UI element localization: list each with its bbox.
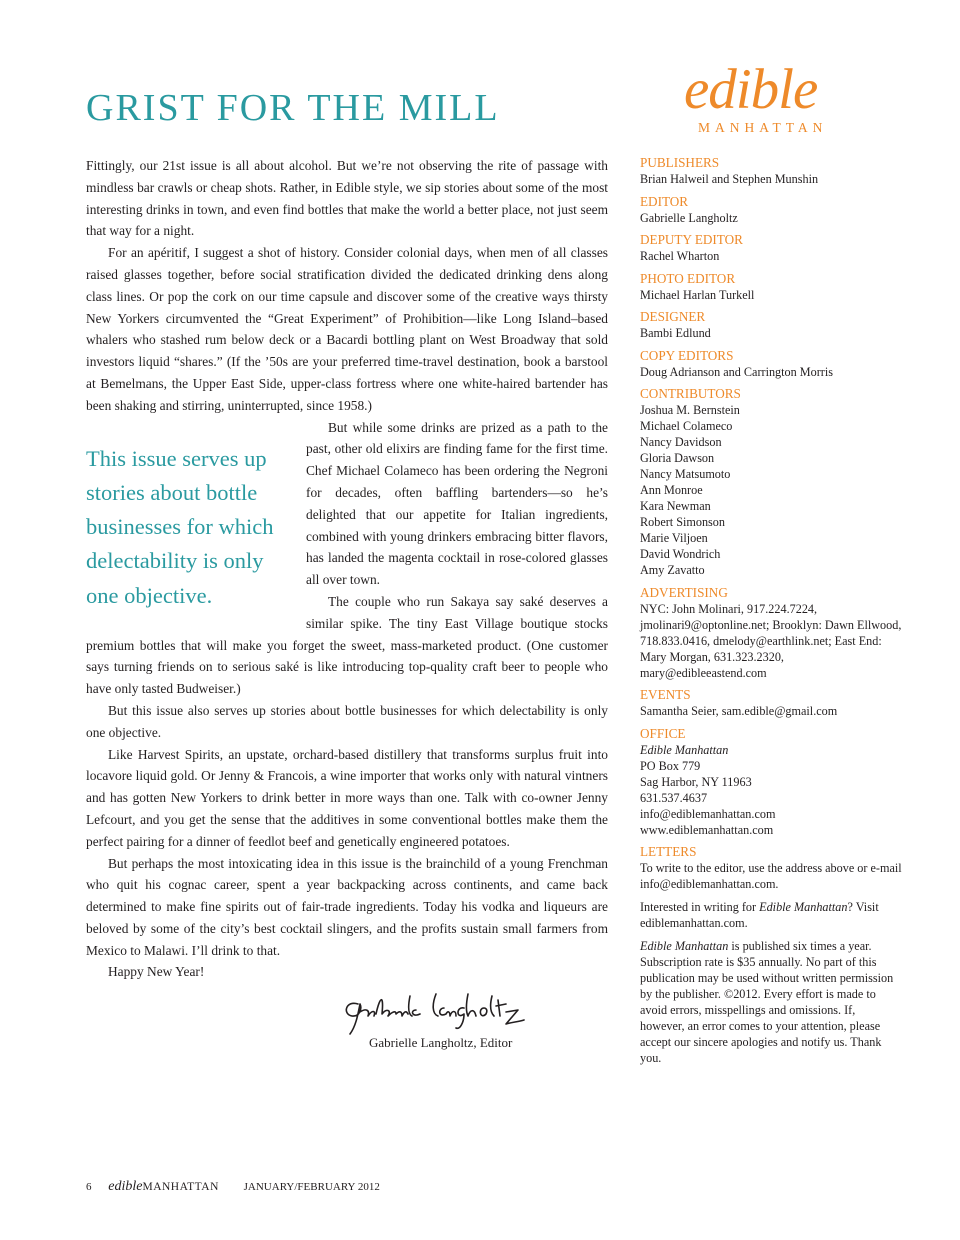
masthead-value-designer: Bambi Edlund bbox=[640, 326, 711, 340]
contributor-name: Nancy Matsumoto bbox=[640, 467, 731, 481]
body-paragraph-3: But while some drinks are prized as a path to the past, other old elixirs are finding fame for the first time. Chef Michael Colameco has been ordering the Negroni for decades, often baffling bartenders—so he’s delighted that our appetite for Italian ingredients, combined with young drinkers embracing bitter flavors, has landed the magenta cocktail in rose-colored glasses all over town. bbox=[306, 419, 608, 588]
masthead-label-publishers: PUBLISHERS bbox=[640, 155, 720, 170]
contributor-name: Joshua M. Bernstein bbox=[640, 403, 740, 417]
masthead-label-deputy-editor: DEPUTY EDITOR bbox=[640, 232, 743, 247]
masthead-label-designer: DESIGNER bbox=[640, 309, 706, 324]
writing-invitation-post: ? Visit ediblemanhattan.com. bbox=[640, 900, 879, 930]
publication-notice-text: is published six times a year. Subscription rate is $35 annually. No part of this publication may be used without written permission by the publisher. ©2012. Every effort is made to avoid errors, misspellings and omissions. If, however, an error comes to your attention, please accept our sincere apologies and notify us. Thank you. bbox=[640, 939, 894, 1065]
edible-manhattan-logo bbox=[684, 60, 844, 140]
publication-notice bbox=[640, 938, 902, 1066]
contributor-name: Robert Simonson bbox=[640, 515, 725, 529]
contributor-name: Amy Zavatto bbox=[640, 563, 705, 577]
body-paragraph-8: Happy New Year! bbox=[108, 964, 205, 980]
page-footer bbox=[86, 1179, 380, 1195]
contributor-name: Gloria Dawson bbox=[640, 451, 715, 465]
masthead-value-publishers: Brian Halweil and Stephen Munshin bbox=[640, 172, 819, 186]
page-number: 6 bbox=[86, 1181, 92, 1193]
masthead bbox=[640, 155, 902, 1066]
body-paragraph-5: But this issue also serves up stories about bottle businesses for which delectability is only one objective. bbox=[86, 702, 608, 740]
contributor-name: Nancy Davidson bbox=[640, 435, 722, 449]
contributor-name: Marie Viljoen bbox=[640, 531, 708, 545]
office-address-line: PO Box 779 bbox=[640, 758, 701, 773]
letters-instructions: To write to the editor, use the address above or e-mail info@ediblemanhattan.com. bbox=[640, 861, 902, 891]
body-paragraph-4: The couple who run Sakaya say saké deserves a similar spike. The tiny East Village boutique stocks premium bottles that will make you forget the sweet, mass-marketed product. (One customer says turning friends on to serious saké is like introducing top-quality craft beer to people who have only tasted Budweiser.) bbox=[86, 593, 608, 697]
writing-invitation-pre: Interested in writing for bbox=[640, 900, 760, 914]
body-paragraph-6: Like Harvest Spirits, an upstate, orchard-based distillery that transforms surplus fruit into locavore liquid gold. Or Jenny & Francois, a wine importer that works only with natural vintners and has gotten New Yorkers to drink better in more ways than one. Talk with co-owner Jenny Lefcourt, and you get the sense that the additives in some conventional bottles make them the perfect pairing for a dinner of feedlot beef and genetically engineered potatoes. bbox=[86, 746, 608, 849]
masthead-label-contributors: CONTRIBUTORS bbox=[640, 386, 741, 401]
contributors-list bbox=[640, 402, 902, 578]
office-phone: 631.537.4637 bbox=[640, 790, 708, 805]
masthead-label-events: EVENTS bbox=[640, 687, 691, 702]
masthead-value-events: Samantha Seier, sam.edible@gmail.com bbox=[640, 704, 838, 718]
masthead-label-office: OFFICE bbox=[640, 725, 686, 741]
office-email: info@ediblemanhattan.com bbox=[640, 806, 776, 821]
logo-edible-word: edible bbox=[684, 58, 818, 121]
masthead-value-deputy-editor: Rachel Wharton bbox=[640, 249, 720, 263]
body-paragraph-1: Fittingly, our 21st issue is all about alcohol. But we’re not observing the rite of passage with mindless bar crawls or cheap shots. Rather, in Edible style, we sip stories about some of the most interesting drinks in town, and even find bottles that make the world a better place, not just seem that way for a night. bbox=[86, 158, 608, 239]
logo-manhattan-word: MANHATTAN bbox=[698, 120, 828, 135]
pull-quote: This issue serves up stories about bottle businesses for which delectability is only one objective. bbox=[86, 445, 274, 608]
publication-notice-name: Edible Manhattan bbox=[640, 939, 729, 953]
masthead-label-letters: LETTERS bbox=[640, 844, 697, 859]
masthead-label-editor: EDITOR bbox=[640, 193, 689, 209]
editorial-body bbox=[86, 155, 608, 983]
masthead-value-advertising: NYC: John Molinari, 917.224.7224, jmolinari9@optonline.net; Brooklyn: Dawn Ellwood, 718.833.0416, dmelody@earthlink.net; East End: Mary Morgan, 631.323.2320, mary@edibleeastend.com bbox=[640, 601, 902, 680]
footer-edible: edible bbox=[108, 1179, 143, 1194]
masthead-label-advertising: ADVERTISING bbox=[640, 584, 728, 600]
office-website: www.ediblemanhattan.com bbox=[640, 822, 774, 837]
page-title: GRIST FOR THE MILL bbox=[86, 87, 500, 129]
writing-invitation bbox=[640, 899, 902, 931]
body-paragraph-2: For an apéritif, I suggest a shot of history. Consider colonial days, when men of all classes raised glasses together, before social stratification divided the dedicated drinking dens along class lines. Or pop the cork on our time capsule and discover some of the creative ways thirsty New Yorkers circumvented the “Great Experiment” of Prohibition—like Long Island–based whalers who stashed rum below deck or a Bacardi bottling plant on West Broadway that sold investors liquid “shares.” (If the ’50s are your preferred time-travel destination, book a barstool at Bemelmans, the Upper East Side, upper-class fortress where one white-haired bartender has been shaking and stirring, uninterrupted, since 1958.) bbox=[86, 245, 608, 413]
office-address-line: Sag Harbor, NY 11963 bbox=[640, 774, 752, 789]
contributor-name: Michael Colameco bbox=[640, 419, 733, 433]
footer-manhattan: MANHATTAN bbox=[142, 1181, 219, 1193]
editor-signature bbox=[340, 990, 530, 1038]
writing-invitation-publication: Edible Manhattan bbox=[759, 900, 848, 914]
footer-issue-date: JANUARY/FEBRUARY 2012 bbox=[243, 1181, 380, 1193]
masthead-value-copy-editors: Doug Adrianson and Carrington Morris bbox=[640, 364, 833, 379]
masthead-value-editor: Gabrielle Langholtz bbox=[640, 210, 738, 225]
contributor-name: Ann Monroe bbox=[640, 483, 703, 497]
body-paragraph-7: But perhaps the most intoxicating idea in this issue is the brainchild of a young Frenchman who quit his cognac career, spent a year backpacking across continents, and came back determined to make fine spirits out of fair-trade ingredients. Today his vodka and liqueurs are beloved by some of the city’s best cocktail slingers, and the profits sustain small farmers from Mexico to Malawi. I’ll drink to that. bbox=[86, 855, 608, 958]
masthead-label-copy-editors: COPY EDITORS bbox=[640, 347, 734, 363]
contributor-name: Kara Newman bbox=[640, 499, 711, 513]
contributor-name: David Wondrich bbox=[640, 547, 721, 561]
signature-caption: Gabrielle Langholtz, Editor bbox=[369, 1035, 513, 1050]
office-publication-name: Edible Manhattan bbox=[640, 742, 729, 757]
masthead-label-photo-editor: PHOTO EDITOR bbox=[640, 270, 736, 286]
masthead-value-photo-editor: Michael Harlan Turkell bbox=[640, 287, 755, 302]
